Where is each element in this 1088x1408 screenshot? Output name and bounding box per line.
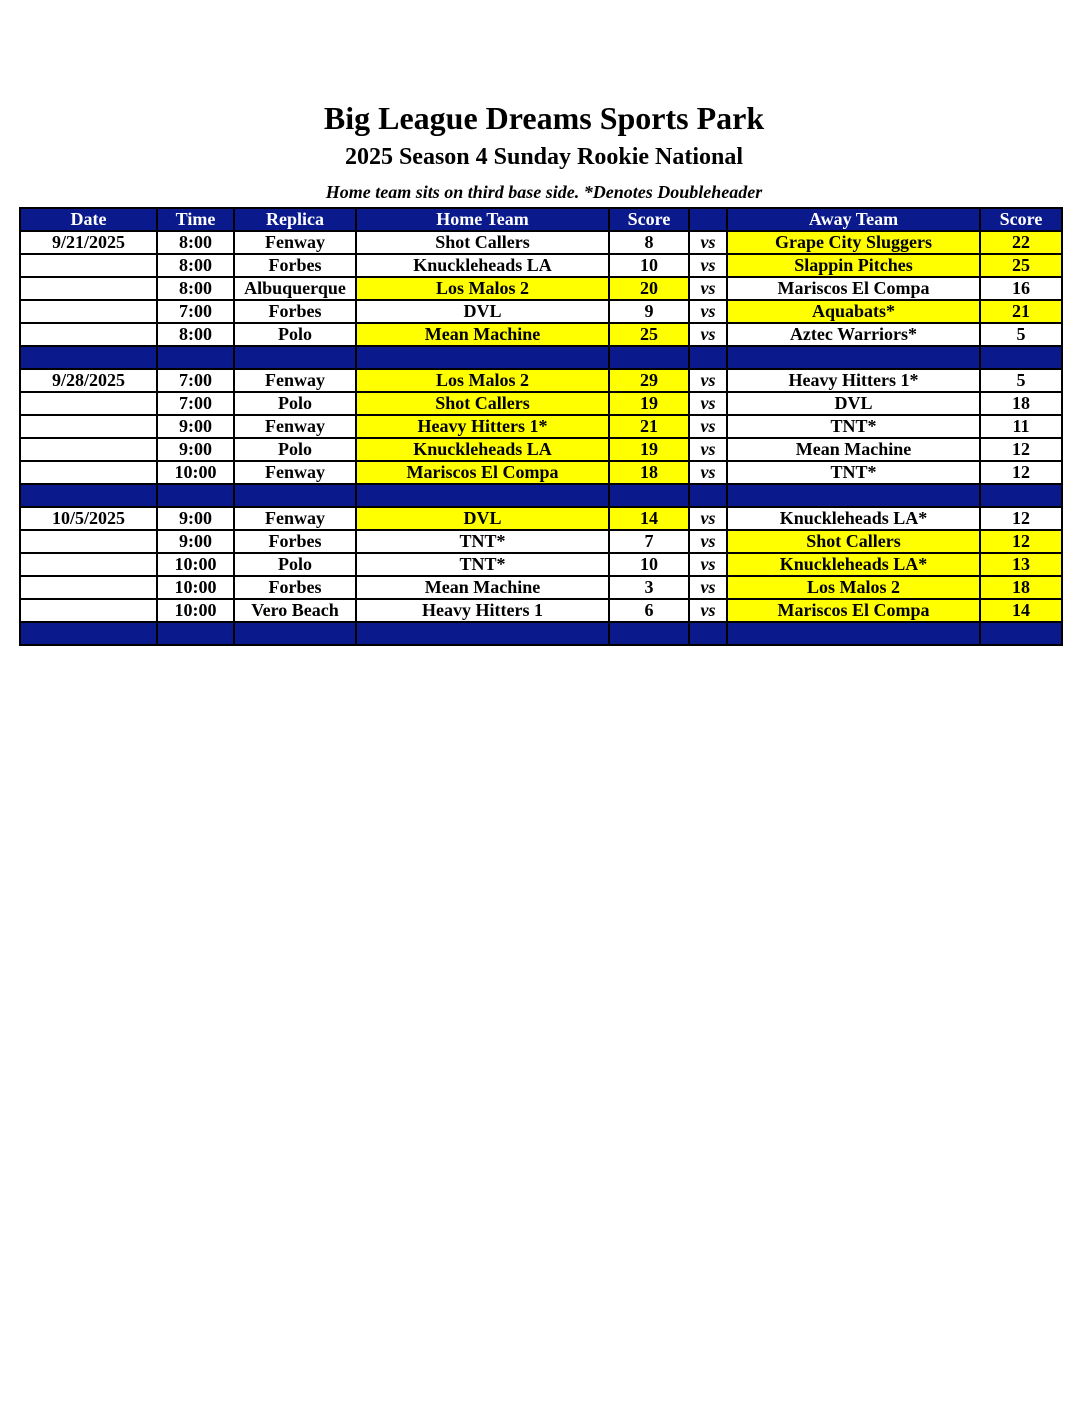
home-team: Los Malos 2 bbox=[356, 277, 609, 300]
game-replica: Vero Beach bbox=[234, 599, 356, 622]
divider-cell bbox=[157, 484, 234, 507]
away-team: Heavy Hitters 1* bbox=[727, 369, 980, 392]
vs-label: vs bbox=[689, 599, 727, 622]
away-team: Mariscos El Compa bbox=[727, 599, 980, 622]
away-score: 16 bbox=[980, 277, 1062, 300]
game-time: 8:00 bbox=[157, 254, 234, 277]
divider-cell bbox=[609, 484, 689, 507]
game-replica: Forbes bbox=[234, 300, 356, 323]
header-date: Date bbox=[20, 208, 157, 231]
game-time: 7:00 bbox=[157, 392, 234, 415]
game-date bbox=[20, 599, 157, 622]
home-team: Knuckleheads LA bbox=[356, 438, 609, 461]
game-row bbox=[20, 507, 1062, 530]
away-team: Grape City Sluggers bbox=[727, 231, 980, 254]
header-home-team: Home Team bbox=[356, 208, 609, 231]
game-time: 10:00 bbox=[157, 576, 234, 599]
home-score: 10 bbox=[609, 553, 689, 576]
home-team: DVL bbox=[356, 507, 609, 530]
game-time: 10:00 bbox=[157, 461, 234, 484]
divider-cell bbox=[234, 484, 356, 507]
game-row bbox=[20, 392, 1062, 415]
vs-label: vs bbox=[689, 507, 727, 530]
game-date: 9/28/2025 bbox=[20, 369, 157, 392]
game-date bbox=[20, 461, 157, 484]
divider-cell bbox=[689, 484, 727, 507]
divider-cell bbox=[20, 484, 157, 507]
home-score: 18 bbox=[609, 461, 689, 484]
divider-cell bbox=[157, 622, 234, 645]
game-time: 7:00 bbox=[157, 300, 234, 323]
game-date bbox=[20, 392, 157, 415]
away-team: DVL bbox=[727, 392, 980, 415]
away-score: 25 bbox=[980, 254, 1062, 277]
home-score: 3 bbox=[609, 576, 689, 599]
home-score: 7 bbox=[609, 530, 689, 553]
away-score: 12 bbox=[980, 530, 1062, 553]
game-replica: Fenway bbox=[234, 231, 356, 254]
divider-cell bbox=[20, 622, 157, 645]
game-row bbox=[20, 231, 1062, 254]
game-replica: Forbes bbox=[234, 254, 356, 277]
home-team: DVL bbox=[356, 300, 609, 323]
game-time: 9:00 bbox=[157, 415, 234, 438]
divider-cell bbox=[20, 346, 157, 369]
away-score: 11 bbox=[980, 415, 1062, 438]
game-replica: Polo bbox=[234, 323, 356, 346]
game-date bbox=[20, 277, 157, 300]
vs-label: vs bbox=[689, 231, 727, 254]
away-team: Knuckleheads LA* bbox=[727, 553, 980, 576]
home-score: 9 bbox=[609, 300, 689, 323]
game-replica: Albuquerque bbox=[234, 277, 356, 300]
away-score: 18 bbox=[980, 576, 1062, 599]
home-team: Heavy Hitters 1 bbox=[356, 599, 609, 622]
game-row bbox=[20, 599, 1062, 622]
home-team: Shot Callers bbox=[356, 231, 609, 254]
vs-label: vs bbox=[689, 415, 727, 438]
divider-cell bbox=[689, 622, 727, 645]
game-replica: Polo bbox=[234, 392, 356, 415]
divider-cell bbox=[356, 346, 609, 369]
header-home-score: Score bbox=[609, 208, 689, 231]
game-time: 9:00 bbox=[157, 507, 234, 530]
vs-label: vs bbox=[689, 300, 727, 323]
divider-cell bbox=[727, 622, 980, 645]
home-score: 20 bbox=[609, 277, 689, 300]
game-date bbox=[20, 415, 157, 438]
game-time: 8:00 bbox=[157, 231, 234, 254]
home-team: TNT* bbox=[356, 530, 609, 553]
away-team: Knuckleheads LA* bbox=[727, 507, 980, 530]
game-time: 10:00 bbox=[157, 553, 234, 576]
header-row bbox=[20, 208, 1062, 231]
vs-label: vs bbox=[689, 461, 727, 484]
game-date bbox=[20, 553, 157, 576]
home-score: 8 bbox=[609, 231, 689, 254]
home-team: Knuckleheads LA bbox=[356, 254, 609, 277]
away-team: Mariscos El Compa bbox=[727, 277, 980, 300]
away-score: 12 bbox=[980, 438, 1062, 461]
away-score: 12 bbox=[980, 461, 1062, 484]
home-team: Los Malos 2 bbox=[356, 369, 609, 392]
game-date bbox=[20, 530, 157, 553]
game-time: 8:00 bbox=[157, 323, 234, 346]
home-team: Heavy Hitters 1* bbox=[356, 415, 609, 438]
game-time: 9:00 bbox=[157, 438, 234, 461]
home-score: 6 bbox=[609, 599, 689, 622]
away-score: 22 bbox=[980, 231, 1062, 254]
game-replica: Fenway bbox=[234, 461, 356, 484]
schedule-note: Home team sits on third base side. *Denotes Doubleheader bbox=[325, 182, 763, 202]
game-row bbox=[20, 323, 1062, 346]
divider-cell bbox=[234, 346, 356, 369]
home-score: 25 bbox=[609, 323, 689, 346]
game-replica: Forbes bbox=[234, 530, 356, 553]
game-time: 9:00 bbox=[157, 530, 234, 553]
divider-cell bbox=[689, 346, 727, 369]
game-replica: Polo bbox=[234, 553, 356, 576]
home-score: 10 bbox=[609, 254, 689, 277]
game-time: 8:00 bbox=[157, 277, 234, 300]
header-away-score: Score bbox=[980, 208, 1062, 231]
away-team: Mean Machine bbox=[727, 438, 980, 461]
home-score: 19 bbox=[609, 392, 689, 415]
away-team: Aquabats* bbox=[727, 300, 980, 323]
away-score: 14 bbox=[980, 599, 1062, 622]
game-row bbox=[20, 300, 1062, 323]
page-subtitle: 2025 Season 4 Sunday Rookie National bbox=[344, 144, 744, 170]
game-row bbox=[20, 438, 1062, 461]
away-team: TNT* bbox=[727, 461, 980, 484]
divider-cell bbox=[157, 346, 234, 369]
game-replica: Fenway bbox=[234, 415, 356, 438]
divider-cell bbox=[609, 346, 689, 369]
game-time: 10:00 bbox=[157, 599, 234, 622]
header-replica: Replica bbox=[234, 208, 356, 231]
divider-cell bbox=[727, 484, 980, 507]
week-divider-row bbox=[20, 346, 1062, 369]
home-team: TNT* bbox=[356, 553, 609, 576]
game-time: 7:00 bbox=[157, 369, 234, 392]
game-row bbox=[20, 415, 1062, 438]
away-score: 5 bbox=[980, 369, 1062, 392]
divider-cell bbox=[727, 346, 980, 369]
away-score: 21 bbox=[980, 300, 1062, 323]
home-team: Mean Machine bbox=[356, 323, 609, 346]
game-replica: Polo bbox=[234, 438, 356, 461]
game-row bbox=[20, 369, 1062, 392]
game-row bbox=[20, 530, 1062, 553]
game-date bbox=[20, 300, 157, 323]
divider-cell bbox=[356, 484, 609, 507]
header-away-team: Away Team bbox=[727, 208, 980, 231]
divider-cell bbox=[609, 622, 689, 645]
home-team: Mariscos El Compa bbox=[356, 461, 609, 484]
vs-label: vs bbox=[689, 438, 727, 461]
vs-label: vs bbox=[689, 369, 727, 392]
divider-cell bbox=[980, 484, 1062, 507]
away-team: TNT* bbox=[727, 415, 980, 438]
divider-cell bbox=[980, 622, 1062, 645]
game-row bbox=[20, 553, 1062, 576]
away-score: 13 bbox=[980, 553, 1062, 576]
away-team: Los Malos 2 bbox=[727, 576, 980, 599]
game-row bbox=[20, 461, 1062, 484]
vs-label: vs bbox=[689, 254, 727, 277]
away-score: 12 bbox=[980, 507, 1062, 530]
divider-cell bbox=[980, 346, 1062, 369]
game-date bbox=[20, 323, 157, 346]
home-score: 21 bbox=[609, 415, 689, 438]
game-date bbox=[20, 254, 157, 277]
home-team: Mean Machine bbox=[356, 576, 609, 599]
vs-label: vs bbox=[689, 530, 727, 553]
game-replica: Fenway bbox=[234, 369, 356, 392]
away-team: Aztec Warriors* bbox=[727, 323, 980, 346]
vs-label: vs bbox=[689, 553, 727, 576]
home-team: Shot Callers bbox=[356, 392, 609, 415]
page-title: Big League Dreams Sports Park bbox=[323, 100, 765, 136]
schedule-table bbox=[19, 207, 1063, 646]
divider-cell bbox=[234, 622, 356, 645]
week-divider-row bbox=[20, 622, 1062, 645]
vs-label: vs bbox=[689, 392, 727, 415]
away-team: Slappin Pitches bbox=[727, 254, 980, 277]
header-vs bbox=[689, 208, 727, 231]
game-date bbox=[20, 438, 157, 461]
away-score: 18 bbox=[980, 392, 1062, 415]
game-replica: Forbes bbox=[234, 576, 356, 599]
header-time: Time bbox=[157, 208, 234, 231]
away-team: Shot Callers bbox=[727, 530, 980, 553]
game-date: 9/21/2025 bbox=[20, 231, 157, 254]
vs-label: vs bbox=[689, 323, 727, 346]
game-replica: Fenway bbox=[234, 507, 356, 530]
divider-cell bbox=[356, 622, 609, 645]
game-row bbox=[20, 254, 1062, 277]
vs-label: vs bbox=[689, 576, 727, 599]
game-date bbox=[20, 576, 157, 599]
game-date: 10/5/2025 bbox=[20, 507, 157, 530]
home-score: 14 bbox=[609, 507, 689, 530]
home-score: 19 bbox=[609, 438, 689, 461]
home-score: 29 bbox=[609, 369, 689, 392]
week-divider-row bbox=[20, 484, 1062, 507]
vs-label: vs bbox=[689, 277, 727, 300]
game-row bbox=[20, 277, 1062, 300]
game-row bbox=[20, 576, 1062, 599]
away-score: 5 bbox=[980, 323, 1062, 346]
